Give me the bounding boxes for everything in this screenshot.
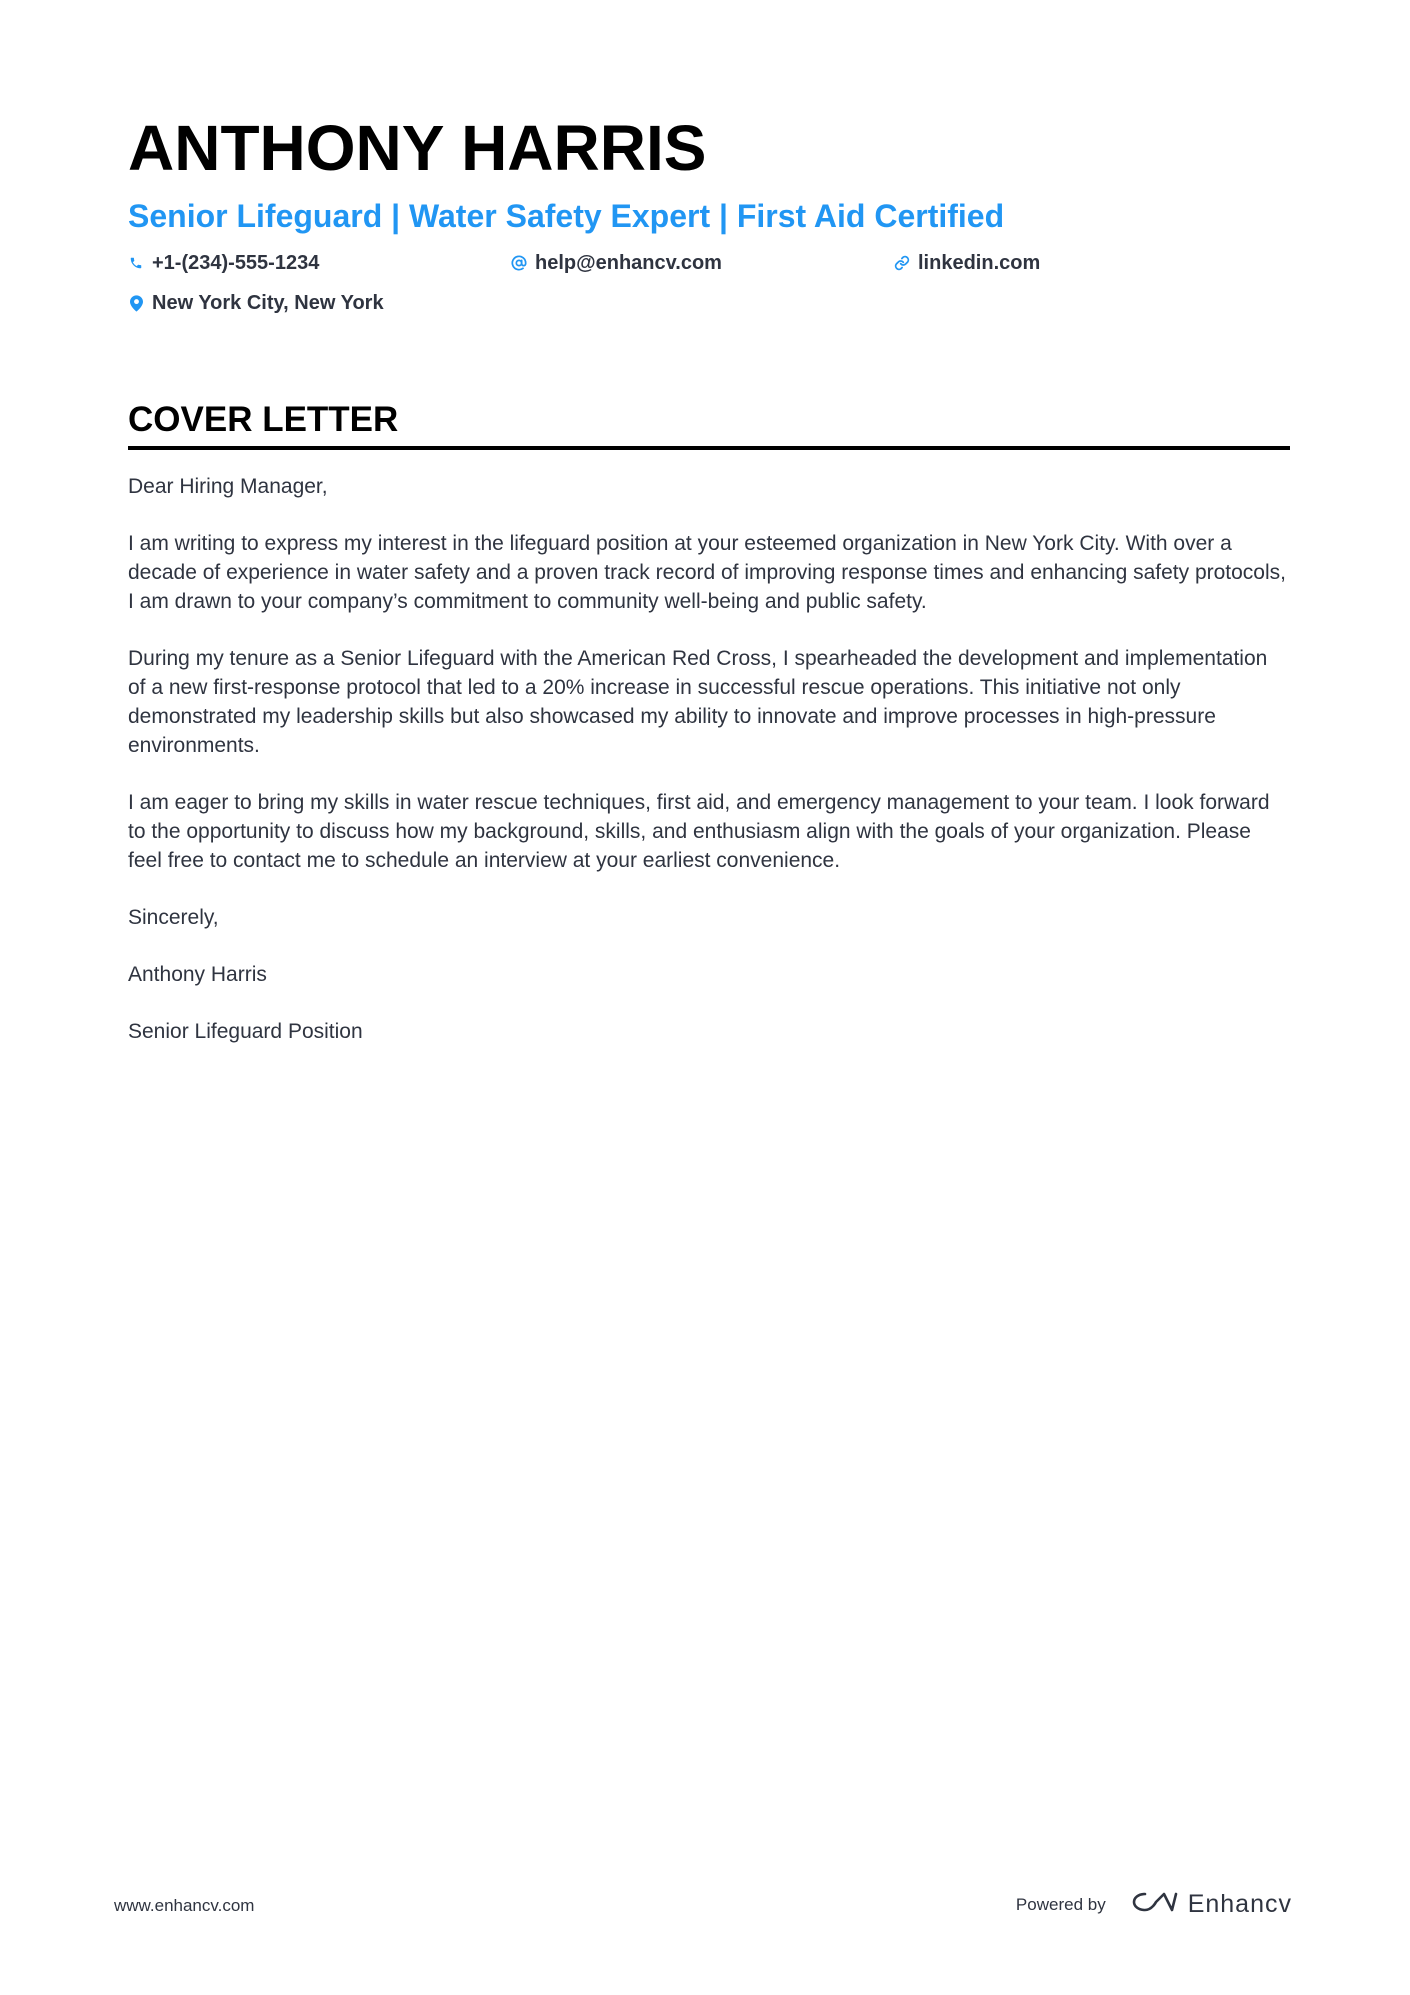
letter-paragraph-1: I am writing to express my interest in the lifeguard position at your esteemed organization in New York City. With over a decade of experience in water safety and a proven track record of improving response times and enhancing safety protocols, I am drawn to your company’s commitment to community well-being and public safety. xyxy=(128,532,1286,613)
candidate-headline: Senior Lifeguard | Water Safety Expert | First Aid Certified xyxy=(128,198,1005,234)
letter-paragraph-3: I am eager to bring my skills in water rescue techniques, first aid, and emergency management to your team. I look forward to the opportunity to discuss how my background, skills, and enthusiasm align with the goals of your organization. Please feel free to contact me to schedule an interview at your earliest convenience. xyxy=(128,791,1270,872)
at-sign-icon xyxy=(511,253,527,273)
linkedin-text: linkedin.com xyxy=(918,251,1041,274)
contact-linkedin[interactable] xyxy=(894,250,1277,276)
contact-phone[interactable] xyxy=(128,250,511,276)
contact-email[interactable] xyxy=(511,250,894,276)
contact-info xyxy=(128,250,1290,316)
location-text: New York City, New York xyxy=(152,291,384,314)
contact-location xyxy=(128,290,511,316)
email-text: help@enhancv.com xyxy=(535,251,722,274)
cover-letter-page xyxy=(128,108,1290,1074)
letter-paragraph-2: During my tenure as a Senior Lifeguard with the American Red Cross, I spearheaded the development and implementation of a new first-response protocol that led to a 20% increase in successful rescue operations. This initiative not only demonstrated my leadership skills but also showcased my ability to innovate and improve processes in high-pressure environments. xyxy=(128,647,1268,757)
letter-closing: Sincerely, xyxy=(128,906,219,929)
brand-link[interactable] xyxy=(1132,1890,1292,1919)
phone-icon xyxy=(128,253,144,273)
powered-by-label: Powered by xyxy=(1015,1894,1106,1914)
letter-body xyxy=(128,472,1290,1046)
letter-signature: Anthony Harris xyxy=(128,963,267,986)
letter-position: Senior Lifeguard Position xyxy=(128,1020,363,1043)
enhancv-logo-icon xyxy=(1132,1890,1178,1919)
phone-text: +1-(234)-555-1234 xyxy=(152,251,320,274)
link-icon xyxy=(894,253,910,273)
candidate-name: ANTHONY HARRIS xyxy=(128,112,707,184)
letter-greeting: Dear Hiring Manager, xyxy=(128,475,328,498)
section-title-cover-letter: COVER LETTER xyxy=(128,398,1290,450)
brand-name: Enhancv xyxy=(1187,1890,1292,1918)
footer-branding xyxy=(1016,1890,1292,1919)
footer-website[interactable]: www.enhancv.com xyxy=(114,1896,255,1915)
map-pin-icon xyxy=(128,293,144,313)
